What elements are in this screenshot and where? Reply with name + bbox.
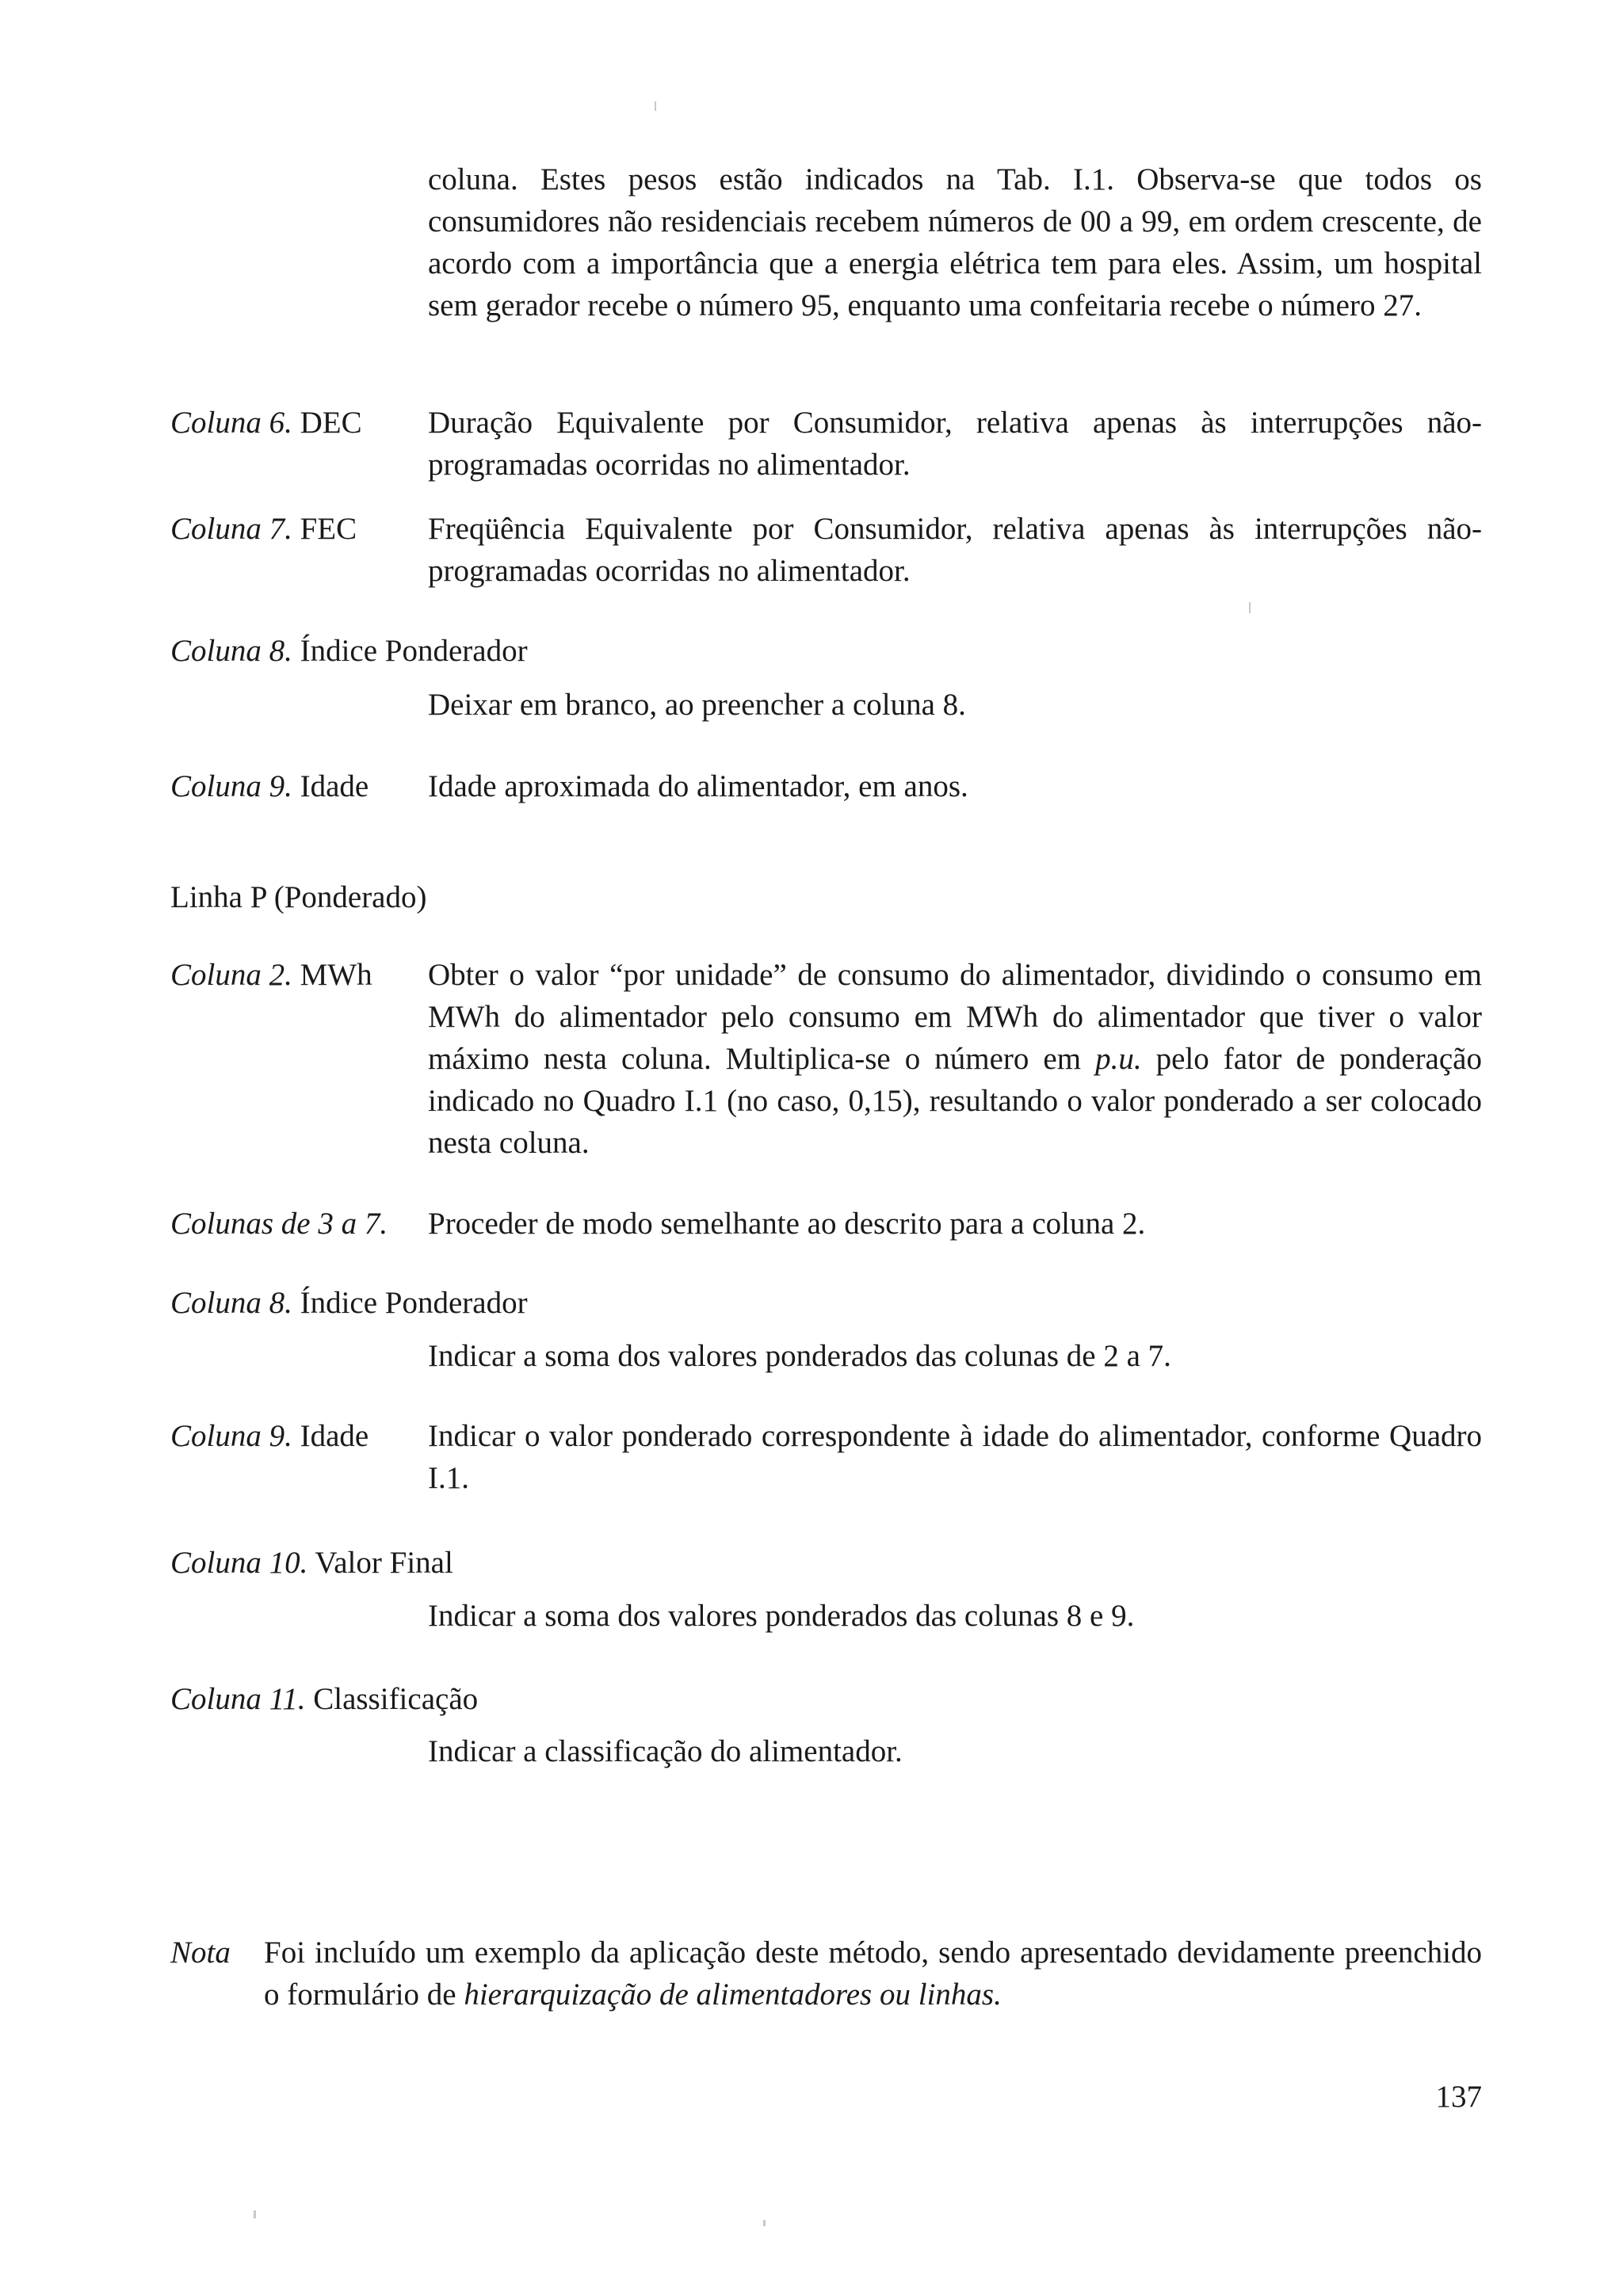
entry-text-coluna-6: Duração Equivalente por Consumidor, relativa apenas às interrupções não-programadas ocorridas no alimentador.	[428, 406, 1482, 482]
scan-mark	[1249, 602, 1251, 613]
scan-mark	[254, 2210, 256, 2218]
column-term: Índice Ponderador	[300, 634, 528, 668]
entry-text-coluna-9-ponderado: Indicar o valor ponderado correspondente à idade do alimentador, conforme Quadro I.1.	[428, 1419, 1482, 1495]
column-term: Valor Final	[315, 1546, 453, 1580]
text-segment-italic: hierarquização de alimentadores ou linhas.	[464, 1978, 1002, 2012]
text-segment: Foi incluído um exemplo da aplicação deste método, sendo apresentado devidamente preenchido o formulário de	[264, 1936, 1482, 2012]
column-number: Coluna 8.	[170, 634, 292, 668]
entry-label-coluna-8-ponderado	[170, 1282, 528, 1324]
column-number: Coluna 9.	[170, 769, 292, 803]
entry-label-coluna-8	[170, 630, 528, 672]
entry-text-colunas-3-a-7: Proceder de modo semelhante ao descrito para a coluna 2.	[428, 1207, 1146, 1241]
text-segment: Obter o valor “por unidade” de consumo do alimentador, dividindo o consumo em MWh do alimentador pelo consumo em MWh do alimentador que tiver o valor máximo nesta coluna. Multiplica-se o número em	[428, 958, 1482, 1076]
column-term: MWh	[300, 958, 372, 992]
column-number: Coluna 8.	[170, 1286, 292, 1320]
column-number: Coluna 11.	[170, 1682, 306, 1716]
column-term: Classificação	[313, 1682, 479, 1716]
scan-mark	[655, 101, 656, 111]
section-heading: Linha P (Ponderado)	[170, 880, 427, 914]
note-text	[264, 1932, 1482, 2016]
column-number: Coluna 6.	[170, 406, 292, 440]
entry-text-coluna-11: Indicar a classificação do alimentador.	[428, 1734, 903, 1768]
column-number: Coluna 7.	[170, 512, 292, 546]
column-term: DEC	[300, 406, 362, 440]
note-label: Nota	[170, 1936, 231, 1970]
entry-label-coluna-11	[170, 1678, 478, 1720]
scan-mark	[763, 2220, 766, 2226]
text-segment-italic: p.u.	[1095, 1042, 1142, 1076]
entry-label-coluna-6	[170, 402, 362, 444]
column-number: Coluna 2.	[170, 958, 292, 992]
column-term: Índice Ponderador	[300, 1286, 528, 1320]
entry-text-coluna-9: Idade aproximada do alimentador, em anos.	[428, 769, 968, 803]
entry-label-coluna-10	[170, 1542, 453, 1584]
column-term: Idade	[300, 769, 369, 803]
entry-text-coluna-7: Freqüência Equivalente por Consumidor, relativa apenas às interrupções não-programadas ocorridas no alimentador.	[428, 512, 1482, 588]
text-segment: pelo fator de ponderação indicado no Quadro I.1 (no caso, 0,15), resultando o valor ponderado a ser colocado nesta coluna.	[428, 1042, 1482, 1160]
column-number: Coluna 9.	[170, 1419, 292, 1453]
entry-label-coluna-2	[170, 954, 372, 996]
column-number: Colunas de 3 a 7.	[170, 1207, 388, 1241]
column-term: Idade	[300, 1419, 369, 1453]
entry-text-coluna-2	[428, 954, 1482, 1164]
intro-paragraph: coluna. Estes pesos estão indicados na Tab. I.1. Observa-se que todos os consumidores não residenciais recebem números de 00 a 99, em ordem crescente, de acordo com a importância que a energia elétrica tem para eles. Assim, um hospital sem gerador recebe o número 95, enquanto uma confeitaria recebe o número 27.	[428, 162, 1482, 322]
entry-text-coluna-8: Deixar em branco, ao preencher a coluna 8.	[428, 688, 966, 722]
page-number: 137	[1435, 2080, 1482, 2114]
column-term: FEC	[300, 512, 357, 546]
entry-label-colunas-3-a-7	[170, 1203, 388, 1245]
entry-label-coluna-9-ponderado	[170, 1415, 369, 1457]
entry-text-coluna-8-ponderado: Indicar a soma dos valores ponderados das colunas de 2 a 7.	[428, 1339, 1171, 1373]
entry-text-coluna-10: Indicar a soma dos valores ponderados das colunas 8 e 9.	[428, 1599, 1135, 1633]
column-number: Coluna 10.	[170, 1546, 308, 1580]
entry-label-coluna-7	[170, 508, 357, 550]
entry-label-coluna-9	[170, 765, 369, 807]
